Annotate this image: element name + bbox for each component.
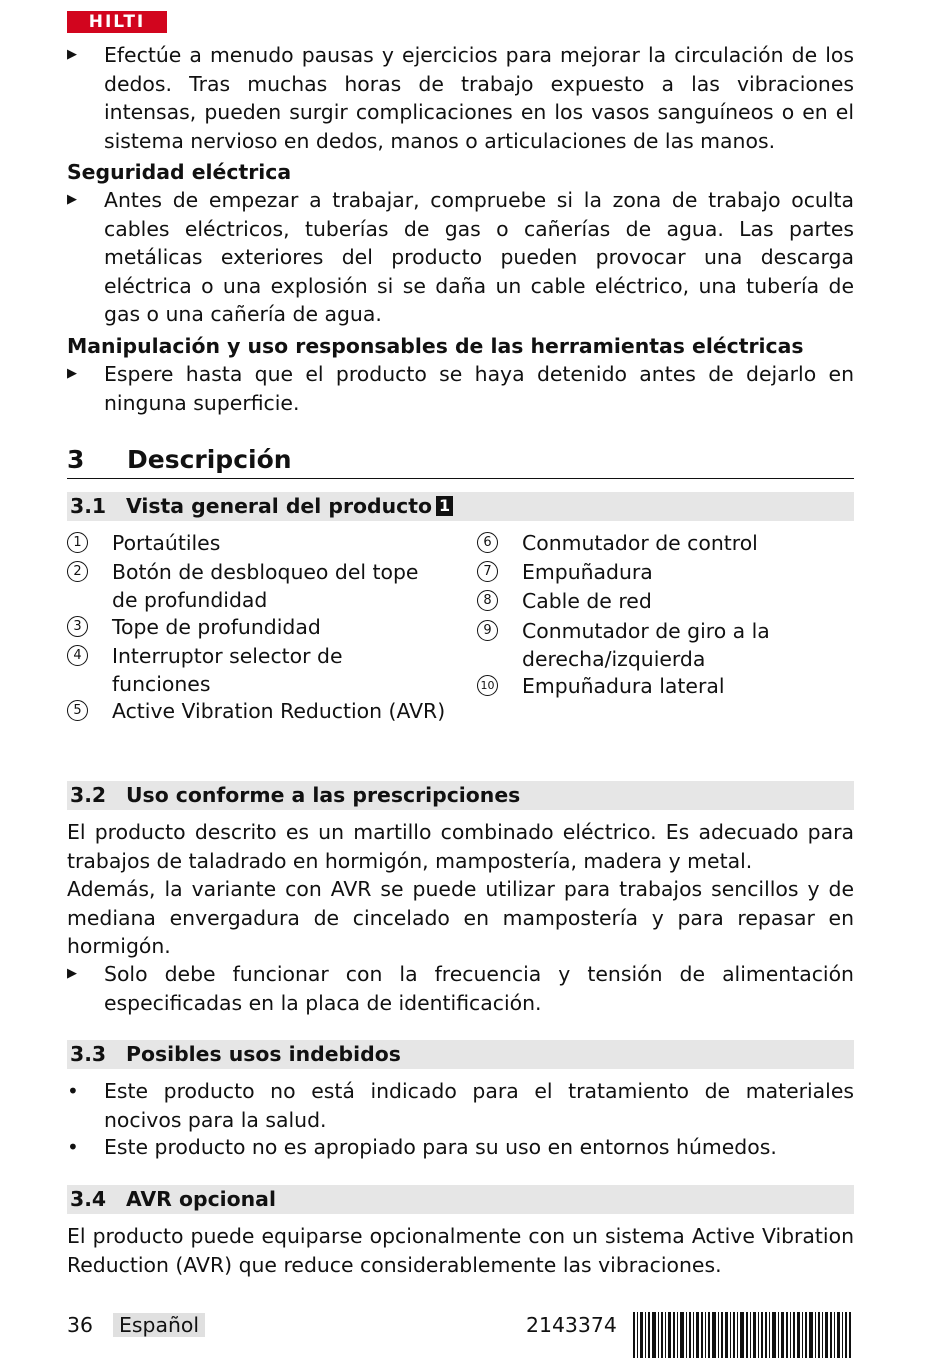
list-item [67,41,854,155]
circled-number: 9 [477,620,498,641]
language-label: Español [113,1313,205,1337]
dot-bullet-icon: • [67,1079,79,1103]
triangle-bullet-icon: ▶ [67,47,77,62]
section-heading-3-1 [67,492,854,521]
list-item [67,186,854,329]
hilti-logo: HILTI [67,11,167,33]
dot-bullet-icon: • [67,1135,79,1159]
circled-number: 6 [477,532,498,553]
page-number: 36 [67,1313,93,1337]
circled-number: 4 [67,645,88,666]
legend-text: Empuñadura lateral [522,674,725,698]
legend-text: Empuñadura [522,560,653,584]
bullet-text: Efectúe a menudo pausas y ejercicios para mejorar la circulación de los dedos. Tras muchas horas de trabajo expuesto a las vibraciones intensas, pueden surgir complicaciones en los vasos sanguíneos o en el sistema nervioso en dedos, manos o articulaciones de las manos. [104,43,854,153]
section-title: AVR opcional [126,1187,276,1211]
legend-text: Conmutador de control [522,531,758,555]
section-number: 3.3 [70,1042,107,1066]
subheading-electrical-safety: Seguridad eléctrica [67,160,292,184]
chapter-title: Descripción [127,445,292,474]
legend-text: Active Vibration Reduction (AVR) [112,699,446,723]
section-heading-3-4 [67,1185,854,1214]
section-title: Posibles usos indebidos [126,1042,401,1066]
legend-item [67,529,447,557]
legend-item [67,642,442,699]
legend-text: Interruptor selector de funciones [112,644,343,697]
circled-number: 3 [67,616,88,637]
legend-item [477,558,854,586]
legend-item [67,558,447,615]
section-title: Uso conforme a las prescripciones [126,783,521,807]
bullet-text: Este producto no es apropiado para su uso en entornos húmedos. [104,1135,777,1159]
subheading-handling: Manipulación y uso responsables de las herramientas eléctricas [67,334,804,358]
legend-text: Portaútiles [112,531,221,555]
list-item [67,1133,854,1162]
barcode-icon [633,1312,851,1358]
section-title [126,492,453,521]
section-number: 3.2 [70,783,107,807]
footer-language [113,1311,205,1340]
paragraph: El producto puede equiparse opcionalmente con un sistema Active Vibration Reduction (AVR) que reduce considerablemente las vibraciones. [67,1224,854,1277]
circled-number: 5 [67,700,88,721]
bullet-text: Solo debe funcionar con la frecuencia y tensión de alimentación especificadas en la placa de identificación. [104,962,854,1015]
section-title-text: Vista general del producto [126,494,432,518]
section-number: 3.4 [70,1187,107,1211]
circled-number: 1 [67,532,88,553]
list-item [67,960,854,1017]
paragraph: El producto descrito es un martillo combinado eléctrico. Es adecuado para trabajos de taladrado en hormigón, mampostería, madera y metal. [67,820,854,873]
legend-text: Tope de profundidad [112,615,321,639]
triangle-bullet-icon: ▶ [67,192,77,207]
bullet-text: Antes de empezar a trabajar, compruebe si la zona de trabajo oculta cables eléctricos, tuberías de gas o cañerías de agua. Las partes metálicas exteriores del producto pueden provocar una descarga eléctrica o una explosión si se daña un cable eléctrico, una tubería de gas o una cañería de agua. [104,188,854,327]
legend-item [477,529,854,557]
circled-number: 7 [477,561,498,582]
legend-text: Cable de red [522,589,652,613]
section-heading-3-3 [67,1040,854,1069]
list-item [67,1077,854,1134]
legend-item [477,617,842,674]
legend-item [67,697,447,725]
document-number: 2143374 [526,1313,617,1337]
circled-number: 2 [67,561,88,582]
legend-item [477,672,854,700]
bullet-text: Espere hasta que el producto se haya detenido antes de dejarlo en ninguna superficie. [104,362,854,415]
figure-reference-badge: 1 [436,496,453,516]
bullet-text: Este producto no está indicado para el tratamiento de materiales nocivos para la salud. [104,1079,854,1132]
list-item [67,360,854,417]
triangle-bullet-icon: ▶ [67,966,77,981]
legend-text: Conmutador de giro a la derecha/izquierda [522,619,770,672]
section-heading-3-2 [67,781,854,810]
circled-number: 8 [477,590,498,611]
circled-number: 10 [477,675,498,696]
paragraph: Además, la variante con AVR se puede utilizar para trabajos sencillos y de mediana envergadura de cincelado en mampostería y para repasar en hormigón. [67,877,854,959]
legend-item [67,613,447,641]
legend-item [477,587,854,615]
chapter-heading [67,441,854,479]
section-number: 3.1 [70,494,107,518]
chapter-number: 3 [67,445,85,474]
triangle-bullet-icon: ▶ [67,366,77,381]
legend-text: Botón de desbloqueo del tope de profundidad [112,560,419,613]
